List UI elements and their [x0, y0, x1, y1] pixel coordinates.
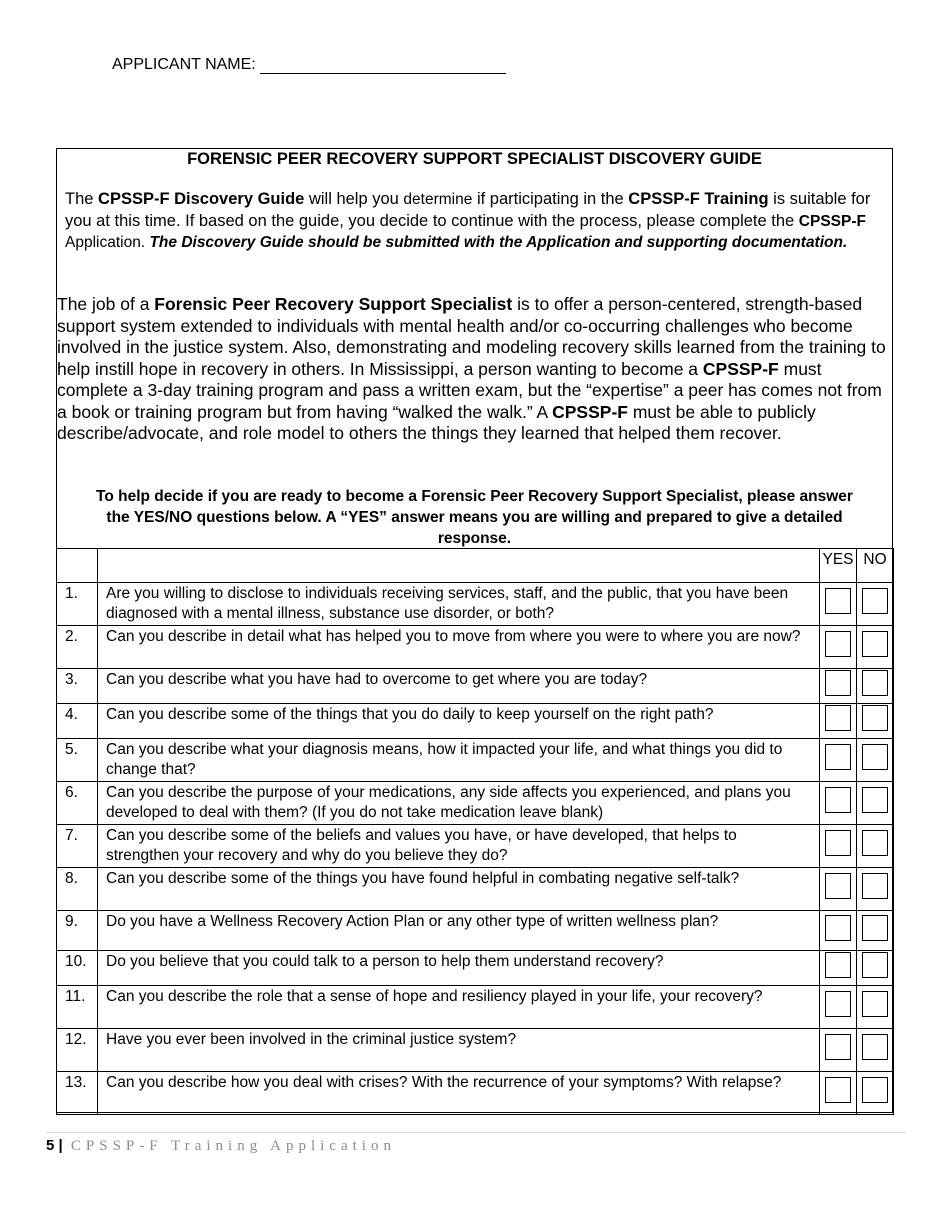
table-row [57, 1029, 894, 1072]
question-text: Can you describe what you have had to overcome to get where you are today? [98, 669, 820, 704]
no-checkbox[interactable] [862, 952, 888, 978]
applicant-name-label: APPLICANT NAME: [112, 56, 256, 73]
yes-checkbox[interactable] [825, 670, 851, 696]
table-header-row [57, 549, 894, 583]
yes-checkbox[interactable] [825, 952, 851, 978]
footer-doc-title: CPSSP-F Training Application [70, 1138, 396, 1154]
intro-bold: CPSSP-F Discovery Guide [98, 190, 305, 208]
table-row [57, 739, 894, 782]
job-text: is to offer a person-centered, strength-based support system extended to individuals with mental health and/or co-occurring challenges who become involved in the justice system. Also, demonstrating and modeling recovery skills learned from the training to help instill hope in recovery in others. In Mississippi, a person wanting to become a [57, 294, 886, 379]
no-checkbox[interactable] [862, 991, 888, 1017]
questions-table [56, 548, 894, 1115]
yes-checkbox[interactable] [825, 830, 851, 856]
yes-checkbox[interactable] [825, 1077, 851, 1103]
yes-checkbox[interactable] [825, 873, 851, 899]
question-number: 8. [57, 868, 98, 911]
no-checkbox[interactable] [862, 670, 888, 696]
question-text: Are you willing to disclose to individuals receiving services, staff, and the public, that you have been diagnosed with a mental illness, substance use disorder, or both? [98, 583, 820, 626]
question-number: 10. [57, 951, 98, 986]
question-number: 3. [57, 669, 98, 704]
question-text: Do you believe that you could talk to a person to help them understand recovery? [98, 951, 820, 986]
question-text: Can you describe some of the things you have found helpful in combating negative self-talk? [98, 868, 820, 911]
no-checkbox[interactable] [862, 1034, 888, 1060]
job-bold: CPSSP-F [702, 358, 779, 379]
table-row [57, 951, 894, 986]
footer-separator: | [58, 1137, 63, 1154]
job-text: must be able to publicly describe/advocate, and role model to others the things they learned that helped them recover. [57, 401, 816, 443]
no-checkbox[interactable] [862, 873, 888, 899]
page-footer [46, 1132, 906, 1155]
yes-checkbox[interactable] [825, 631, 851, 657]
intro-text: determine [403, 191, 473, 208]
question-number: 5. [57, 739, 98, 782]
table-row [57, 1072, 894, 1115]
guide-title: FORENSIC PEER RECOVERY SUPPORT SPECIALIST DISCOVERY GUIDE [187, 150, 762, 168]
page-number: 5 [46, 1137, 55, 1154]
yes-checkbox[interactable] [825, 705, 851, 731]
job-text: The job of a [57, 294, 155, 314]
question-number: 2. [57, 626, 98, 669]
question-text: Do you have a Wellness Recovery Action Plan or any other type of written wellness plan? [98, 911, 820, 951]
job-bold: CPSSP-F [552, 401, 628, 422]
intro-bold-italic: The Discovery Guide should be submitted with the Application and supporting documentation. [149, 234, 848, 251]
question-text: Have you ever been involved in the criminal justice system? [98, 1029, 820, 1072]
no-checkbox[interactable] [862, 830, 888, 856]
table-row [57, 986, 894, 1029]
question-text: Can you describe the purpose of your medications, any side affects you experienced, and plans you developed to deal with them? (If you do not take medication leave blank) [98, 782, 820, 825]
intro-text: will help you [304, 190, 404, 208]
yes-checkbox[interactable] [825, 588, 851, 614]
intro-text: Application. [65, 234, 150, 251]
question-number: 11. [57, 986, 98, 1029]
no-checkbox[interactable] [862, 1077, 888, 1103]
yes-checkbox[interactable] [825, 744, 851, 770]
table-row [57, 825, 894, 868]
question-text: Can you describe the role that a sense of hope and resiliency played in your life, your recovery? [98, 986, 820, 1029]
table-row [57, 704, 894, 739]
job-bold: Forensic Peer Recovery Support Specialist [154, 294, 513, 314]
guide-intro [65, 189, 871, 254]
question-number: 1. [57, 583, 98, 626]
no-header: NO [857, 549, 894, 583]
question-number: 4. [57, 704, 98, 739]
no-checkbox[interactable] [862, 631, 888, 657]
table-row [57, 911, 894, 951]
question-text: Can you describe some of the beliefs and values you have, or have developed, that helps to strengthen your recovery and why do you believe they do? [98, 825, 820, 868]
applicant-name-field [112, 55, 506, 74]
yes-checkbox[interactable] [825, 915, 851, 941]
question-text: Can you describe how you deal with crises? With the recurrence of your symptoms? With relapse? [98, 1072, 820, 1115]
table-row [57, 868, 894, 911]
question-text: Can you describe what your diagnosis means, how it impacted your life, and what things you did to change that? [98, 739, 820, 782]
question-number: 12. [57, 1029, 98, 1072]
question-number: 6. [57, 782, 98, 825]
question-text: Can you describe some of the things that you do daily to keep yourself on the right path? [98, 704, 820, 739]
table-row [57, 782, 894, 825]
job-description [57, 294, 894, 445]
instructions: To help decide if you are ready to become a Forensic Peer Recovery Support Specialist, please answer the YES/NO questions below. A “YES” answer means you are willing and prepared to give a detailed response. [96, 488, 853, 547]
intro-bold: CPSSP-F [798, 212, 866, 230]
question-number: 7. [57, 825, 98, 868]
table-row [57, 669, 894, 704]
table-row [57, 583, 894, 626]
intro-bold: CPSSP-F Training [628, 190, 769, 208]
yes-checkbox[interactable] [825, 1034, 851, 1060]
question-text: Can you describe in detail what has helped you to move from where you were to where you are now? [98, 626, 820, 669]
no-checkbox[interactable] [862, 744, 888, 770]
no-checkbox[interactable] [862, 588, 888, 614]
no-checkbox[interactable] [862, 915, 888, 941]
yes-header: YES [820, 549, 857, 583]
no-checkbox[interactable] [862, 705, 888, 731]
question-number: 13. [57, 1072, 98, 1115]
table-row [57, 626, 894, 669]
question-number: 9. [57, 911, 98, 951]
job-text: must complete a 3-day training program and pass a written exam, but the “expertise” a peer has comes not from a book or training program but from having “walked the walk.” A [57, 358, 882, 422]
intro-text: The [65, 190, 99, 208]
yes-checkbox[interactable] [825, 991, 851, 1017]
intro-text: is suitable for you at this time. If based on the guide, you decide to continue with the process, please complete the [65, 190, 871, 230]
yes-checkbox[interactable] [825, 787, 851, 813]
intro-text: if participating in the [472, 190, 629, 208]
no-checkbox[interactable] [862, 787, 888, 813]
applicant-name-line[interactable] [260, 55, 506, 74]
discovery-guide-box [56, 148, 893, 1113]
